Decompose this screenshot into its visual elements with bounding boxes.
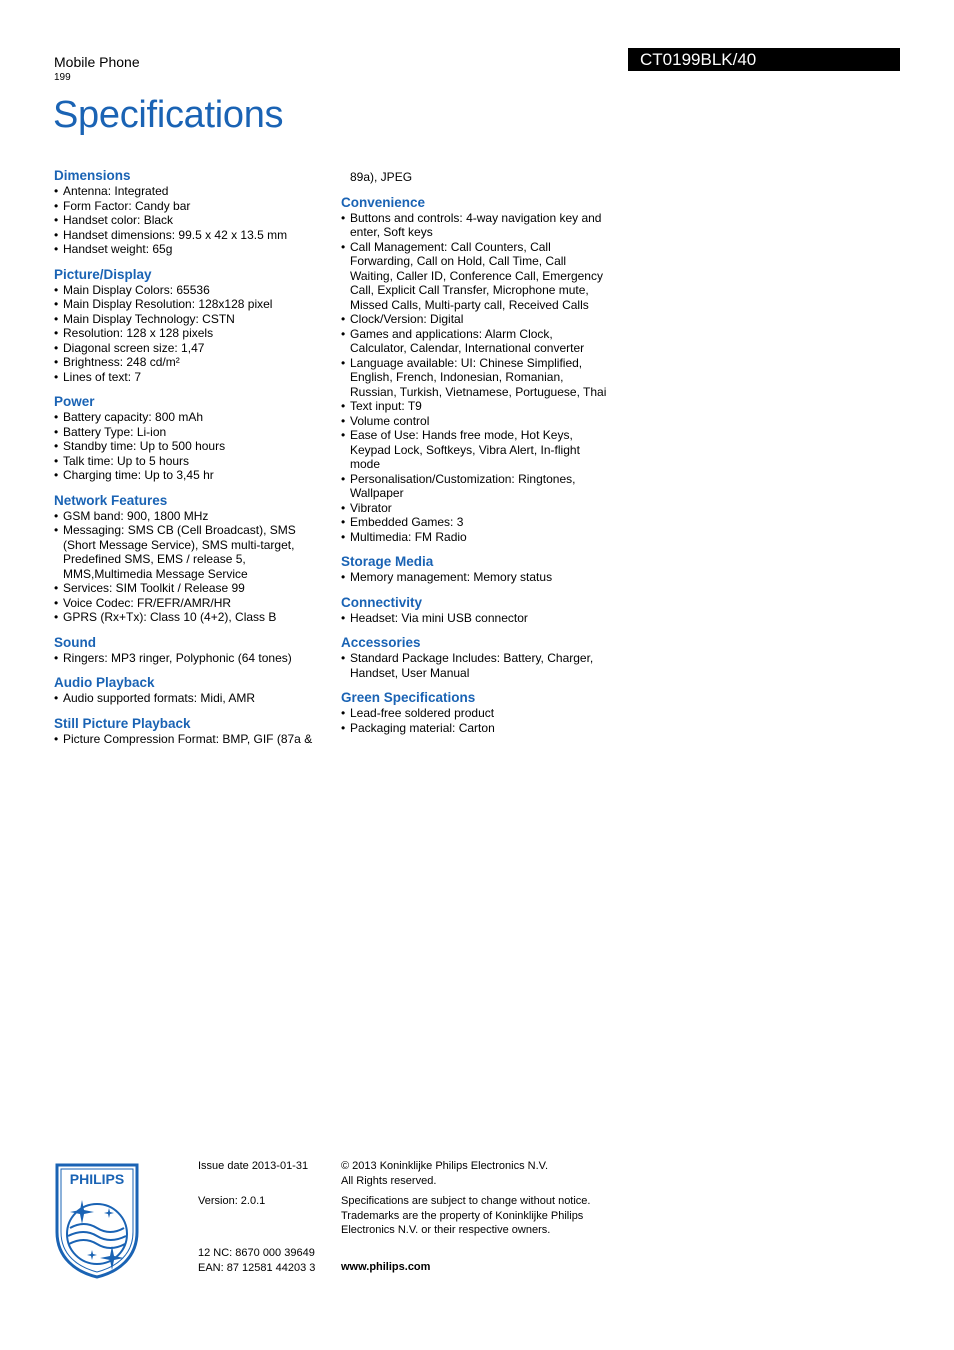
spec-item: • Standby time: Up to 500 hours — [54, 439, 322, 454]
section-heading: Green Specifications — [341, 690, 476, 705]
section-accessories — [341, 635, 609, 680]
section-heading: Sound — [54, 634, 96, 650]
spec-item: • Main Display Resolution: 128x128 pixel — [54, 297, 322, 312]
spec-item: • Picture Compression Format: BMP, GIF (87a & — [54, 732, 322, 747]
section-sound — [54, 635, 322, 666]
version: Version: 2.0.1 — [198, 1195, 266, 1207]
spec-item: • Messaging: SMS CB (Cell Broadcast), SMS (Short Message Service), SMS multi-target, Predefined SMS, EMS / release 5, MMS,Multimedia Message Service — [54, 523, 322, 581]
disclaimer-line: Electronics N.V. or their respective owners. — [341, 1224, 551, 1236]
page-title: Specifications — [53, 94, 284, 136]
section-heading: Storage Media — [341, 554, 434, 569]
spec-item: • Standard Package Includes: Battery, Charger, Handset, User Manual — [341, 651, 609, 680]
spec-item: • Buttons and controls: 4-way navigation key and enter, Soft keys — [341, 211, 609, 240]
section-audio-playback — [54, 675, 322, 706]
philips-shield-logo — [54, 1162, 140, 1280]
spec-item: • Battery capacity: 800 mAh — [54, 410, 322, 425]
section-green-specifications — [341, 690, 609, 735]
section-storage-media — [341, 554, 609, 585]
spec-item: • Handset dimensions: 99.5 x 42 x 13.5 mm — [54, 228, 322, 243]
nc-code: 12 NC: 8670 000 39649 — [198, 1247, 315, 1259]
spec-item: • Clock/Version: Digital — [341, 312, 609, 327]
product-codes — [198, 1246, 315, 1275]
spec-item: • Form Factor: Candy bar — [54, 199, 322, 214]
spec-item: • Main Display Technology: CSTN — [54, 312, 322, 327]
spec-item: • Voice Codec: FR/EFR/AMR/HR — [54, 596, 322, 611]
spec-item: • Main Display Colors: 65536 — [54, 283, 322, 298]
spec-item: • Resolution: 128 x 128 pixels — [54, 326, 322, 341]
section-still-picture-playback — [54, 716, 322, 747]
spec-item: • Volume control — [341, 414, 609, 429]
spec-item: • Audio supported formats: Midi, AMR — [54, 691, 322, 706]
section-connectivity — [341, 595, 609, 626]
left-column — [54, 168, 322, 756]
spec-item: • Text input: T9 — [341, 399, 609, 414]
spec-item: • Handset weight: 65g — [54, 242, 322, 257]
spec-item: • Brightness: 248 cd/m² — [54, 355, 322, 370]
model-badge: CT0199BLK/40 — [628, 48, 900, 71]
spec-item: • Embedded Games: 3 — [341, 515, 609, 530]
website-link[interactable]: www.philips.com — [341, 1261, 431, 1273]
section-dimensions — [54, 168, 322, 257]
spec-item: • Ease of Use: Hands free mode, Hot Keys, Keypad Lock, Softkeys, Vibra Alert, In-flight mode — [341, 428, 609, 472]
continued-text: 89a), JPEG — [350, 170, 413, 184]
section-power — [54, 394, 322, 483]
spec-item: • Lead-free soldered product — [341, 706, 609, 721]
section-heading: Power — [54, 394, 95, 409]
product-line: Mobile Phone — [54, 54, 140, 70]
spec-item: • Memory management: Memory status — [341, 570, 609, 585]
spec-item: • Lines of text: 7 — [54, 370, 322, 385]
disclaimer-line: Trademarks are the property of Koninklijke Philips — [341, 1209, 584, 1222]
section-heading: Connectivity — [341, 594, 423, 610]
spec-item: • Ringers: MP3 ringer, Polyphonic (64 tones) — [54, 651, 322, 666]
spec-item: • Headset: Via mini USB connector — [341, 611, 609, 626]
spec-item: • Packaging material: Carton — [341, 721, 609, 736]
spec-item: • Games and applications: Alarm Clock, Calculator, Calendar, International converter — [341, 327, 609, 356]
spec-item: • Multimedia: FM Radio — [341, 530, 609, 545]
spec-item: • Language available: UI: Chinese Simplified, English, French, Indonesian, Romanian, Russian, Turkish, Vietnamese, Portuguese, Thai — [341, 356, 609, 400]
section-heading: Convenience — [341, 194, 426, 210]
rights-line: All Rights reserved. — [341, 1174, 437, 1187]
section-heading: Audio Playback — [54, 675, 155, 690]
spec-item: • GPRS (Rx+Tx): Class 10 (4+2), Class B — [54, 610, 322, 625]
disclaimer-line: Specifications are subject to change without notice. — [341, 1195, 591, 1207]
product-number: 199 — [54, 72, 71, 83]
right-column — [341, 168, 609, 745]
section-picture-display — [54, 267, 322, 385]
spec-item: • Diagonal screen size: 1,47 — [54, 341, 322, 356]
section-heading: Still Picture Playback — [54, 715, 191, 731]
spec-item: • Call Management: Call Counters, Call Forwarding, Call on Hold, Call Time, Call Waiting, Caller ID, Conference Call, Emergency Call, Explicit Call Transfer, Microphone mute, Missed Calls, Multi-party call, Received Calls — [341, 240, 609, 313]
spec-item: • Vibrator — [341, 501, 609, 516]
section-convenience — [341, 195, 609, 545]
spec-item: • Services: SIM Toolkit / Release 99 — [54, 581, 322, 596]
section-heading: Network Features — [54, 492, 168, 508]
copyright — [341, 1159, 611, 1188]
spec-item: • Handset color: Black — [54, 213, 322, 228]
spec-item: • GSM band: 900, 1800 MHz — [54, 509, 322, 524]
disclaimer — [341, 1194, 611, 1238]
spec-item: • Personalisation/Customization: Ringtones, Wallpaper — [341, 472, 609, 501]
section-heading: Picture/Display — [54, 266, 152, 282]
copyright-line: © 2013 Koninklijke Philips Electronics N.V. — [341, 1160, 549, 1172]
ean-code: EAN: 87 12581 44203 3 — [198, 1261, 316, 1274]
spec-item: • Charging time: Up to 3,45 hr — [54, 468, 322, 483]
spec-item: • Battery Type: Li-ion — [54, 425, 322, 440]
issue-date: Issue date 2013-01-31 — [198, 1160, 309, 1172]
spec-item: • Talk time: Up to 5 hours — [54, 454, 322, 469]
logo-wordmark: PHILIPS — [69, 1171, 125, 1187]
section-heading: Dimensions — [54, 168, 131, 183]
section-network-features — [54, 493, 322, 625]
spec-item: • Antenna: Integrated — [54, 184, 322, 199]
section-heading: Accessories — [341, 635, 421, 650]
